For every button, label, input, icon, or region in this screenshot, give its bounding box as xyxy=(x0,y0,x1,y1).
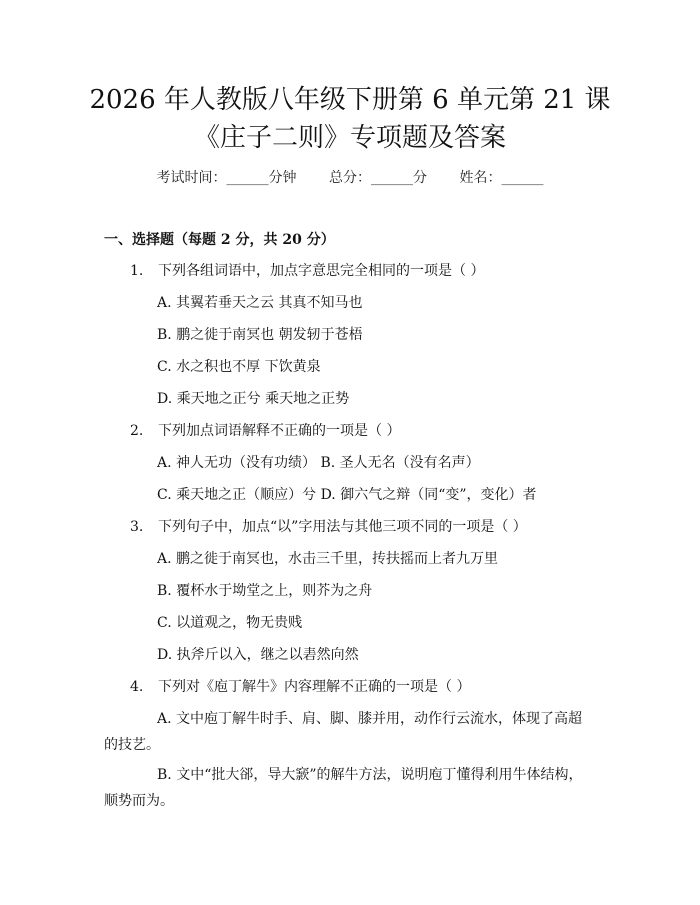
question-2-options-ab: A. 神人无功（没有功绩） B. 圣人无名（没有名声） xyxy=(157,455,480,471)
question-1-option-a: A. 其翼若垂天之云 其真不知马也 xyxy=(157,295,363,311)
question-3-option-b: B. 覆杯水于坳堂之上，则芥为之舟 xyxy=(157,583,373,599)
total-score-field: 总分：______分 xyxy=(329,170,427,186)
question-text: 下列对《庖丁解牛》内容理解不正确的一项是（ ） xyxy=(158,679,471,695)
question-3-option-d: D. 执斧斤以入，继之以砉然向然 xyxy=(157,647,359,663)
question-3-option-c: C. 以道观之，物无贵贱 xyxy=(157,615,303,631)
question-1-option-b: B. 鹏之徙于南冥也 朝发轫于苍梧 xyxy=(157,327,363,343)
question-2-options-cd: C. 乘天地之正（顺应）兮 D. 御六气之辩（同“变”，变化）者 xyxy=(157,487,537,503)
question-4-option-b: B. 文中“批大郤，导大窾”的解牛方法，说明庖丁懂得利用牛体结构，顺势而为。 xyxy=(104,767,583,809)
question-2 xyxy=(130,421,400,441)
question-number: 1. xyxy=(130,263,144,279)
page-title-line-1: 2026 年人教版八年级下册第 6 单元第 21 课 xyxy=(89,85,611,115)
question-text: 下列各组词语中，加点字意思完全相同的一项是（ ） xyxy=(158,263,485,279)
question-4 xyxy=(130,677,470,697)
student-name-field: 姓名：______ xyxy=(459,170,544,186)
question-number: 3. xyxy=(130,519,144,535)
exam-meta xyxy=(0,168,700,188)
question-3 xyxy=(130,517,527,537)
question-1-option-c: C. 水之积也不厚 下饮黄泉 xyxy=(157,359,321,375)
question-1 xyxy=(130,261,484,281)
question-text: 下列句子中，加点“以”字用法与其他三项不同的一项是（ ） xyxy=(158,519,527,535)
page-title-line-2: 《庄子二则》专项题及答案 xyxy=(193,123,506,153)
question-4-option-a: A. 文中庖丁解牛时手、肩、脚、膝并用，动作行云流水，体现了高超的技艺。 xyxy=(104,711,583,753)
question-1-option-d: D. 乘天地之正兮 乘天地之正势 xyxy=(157,391,350,407)
exam-time-field: 考试时间：______分钟 xyxy=(156,170,297,186)
question-text: 下列加点词语解释不正确的一项是（ ） xyxy=(158,423,401,439)
question-3-option-a: A. 鹏之徙于南冥也，水击三千里，抟扶摇而上者九万里 xyxy=(157,551,499,567)
section-heading-choice: 一、选择题（每题 2 分，共 20 分） xyxy=(104,232,335,248)
question-number: 2. xyxy=(130,423,144,439)
question-number: 4. xyxy=(130,679,144,695)
